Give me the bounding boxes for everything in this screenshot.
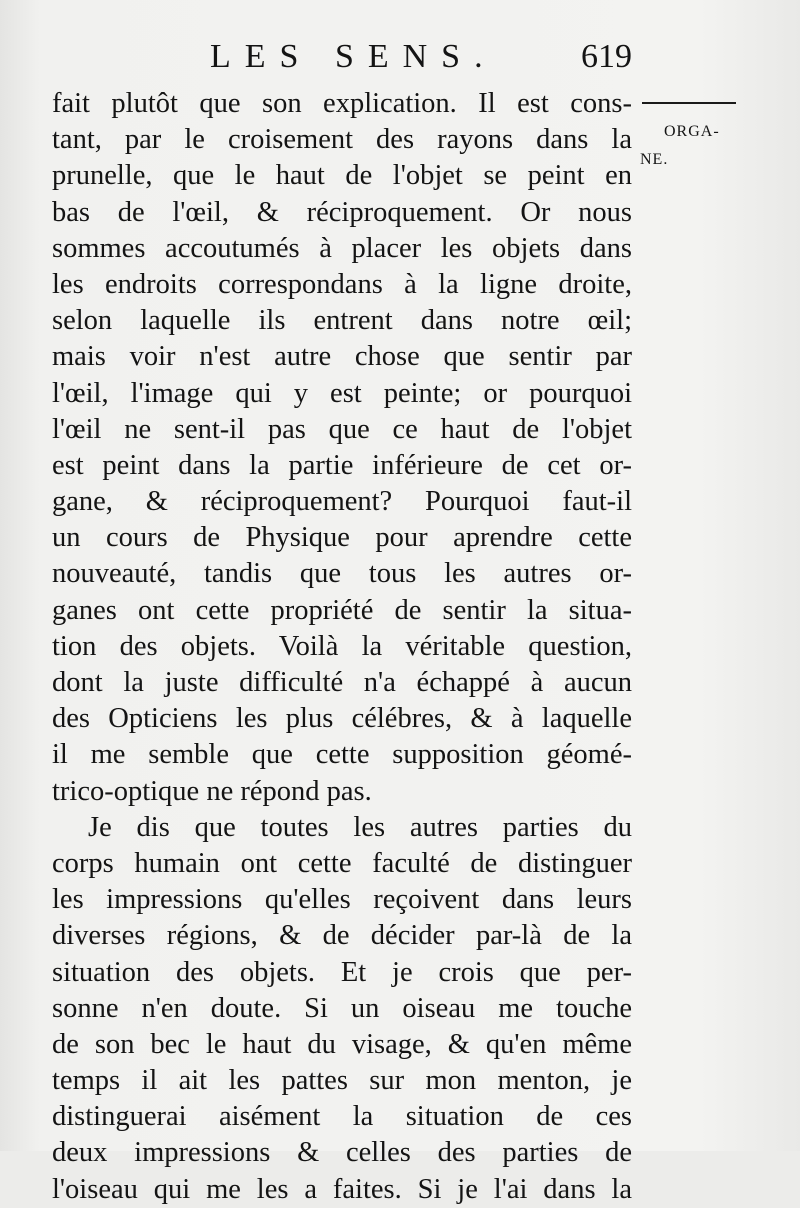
text-line: dont la juste difficulté n'a échappé à aucun bbox=[52, 667, 632, 698]
text-line: diverses régions, & de décider par-là de la bbox=[52, 920, 632, 952]
marginal-rule bbox=[642, 102, 736, 104]
text-line: un cours de Physique pour aprendre cette bbox=[52, 522, 632, 554]
text-line: gane, & réciproquement? Pourquoi faut-il bbox=[52, 486, 632, 518]
text-line: temps il ait les pattes sur mon menton, je bbox=[52, 1065, 632, 1097]
text-line: l'oiseau qui me les a faites. Si je l'ai dans la bbox=[52, 1173, 632, 1205]
text-line: nouveauté, tandis que tous les autres or- bbox=[52, 558, 632, 590]
text-line: sonne n'en doute. Si un oiseau me touche bbox=[52, 992, 632, 1024]
text-line: tion des objets. Voilà la véritable question, bbox=[52, 630, 632, 662]
marginal-note-line-2: NE. bbox=[640, 151, 669, 168]
running-head bbox=[50, 34, 632, 78]
text-line: situation des objets. Et je crois que per- bbox=[52, 956, 632, 988]
text-line: l'œil ne sent-il pas que ce haut de l'objet bbox=[52, 413, 632, 445]
text-line: fait plutôt que son explication. Il est cons- bbox=[52, 88, 632, 119]
text-line: les impressions qu'elles reçoivent dans leurs bbox=[52, 884, 632, 916]
text-line: prunelle, que le haut de l'objet se peint en bbox=[52, 160, 632, 192]
text-line: deux impressions & celles des parties de bbox=[52, 1137, 632, 1169]
running-title: LES SENS. bbox=[210, 38, 497, 75]
text-line: mais voir n'est autre chose que sentir par bbox=[52, 341, 632, 373]
text-line: selon laquelle ils entrent dans notre œil; bbox=[52, 305, 632, 337]
text-line: ganes ont cette propriété de sentir la situa- bbox=[52, 594, 632, 626]
text-line: corps humain ont cette faculté de distinguer bbox=[52, 847, 632, 879]
paragraph-start-line: Je dis que toutes les autres parties du bbox=[88, 811, 632, 843]
text-line: de son bec le haut du visage, & qu'en même bbox=[52, 1028, 632, 1060]
marginal-note-line-1: ORGA- bbox=[664, 123, 720, 140]
text-line: tant, par le croisement des rayons dans la bbox=[52, 124, 632, 156]
text-line: il me semble que cette supposition géomé- bbox=[52, 739, 632, 771]
text-line: des Opticiens les plus célébres, & à laquelle bbox=[52, 703, 632, 735]
body-text bbox=[52, 86, 632, 1208]
text-line: distinguerai aisément la situation de ces bbox=[52, 1101, 632, 1133]
text-line: sommes accoutumés à placer les objets dans bbox=[52, 232, 632, 264]
text-line: l'œil, l'image qui y est peinte; or pourquoi bbox=[52, 377, 632, 409]
marginal-note bbox=[640, 118, 750, 174]
text-line: bas de l'œil, & réciproquement. Or nous bbox=[52, 196, 632, 228]
page-number: 619 bbox=[581, 38, 632, 75]
paragraph-end-line: trico-optique ne répond pas. bbox=[52, 775, 372, 807]
text-line: les endroits correspondans à la ligne droite, bbox=[52, 268, 632, 300]
text-line: est peint dans la partie inférieure de cet or- bbox=[52, 449, 632, 481]
